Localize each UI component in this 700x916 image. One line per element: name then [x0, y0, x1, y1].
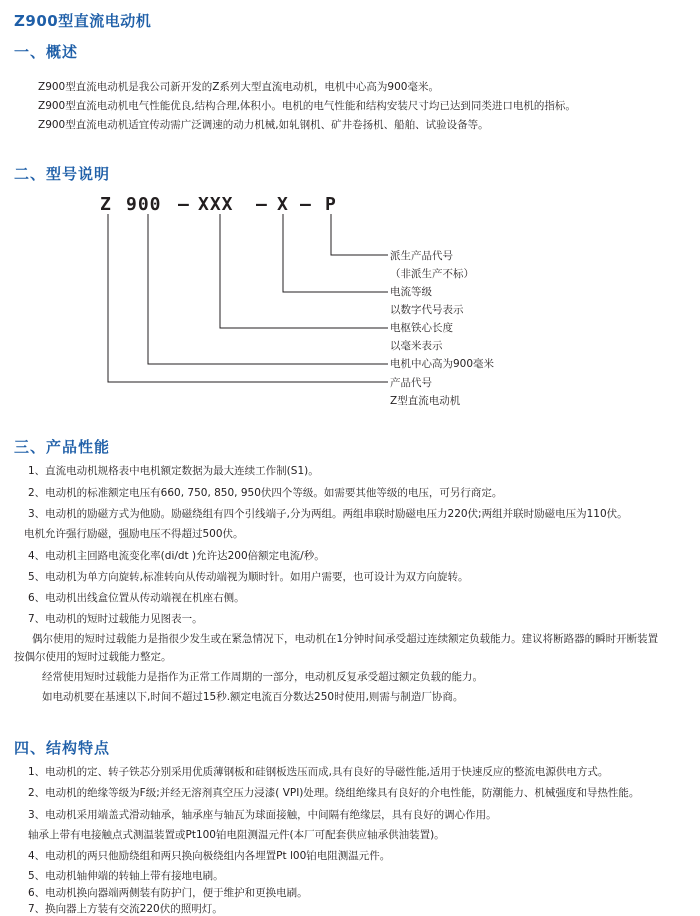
section-heading-performance: 三、产品性能: [14, 438, 111, 456]
performance-line: 1、直流电动机规格表中电机额定数据为最大连续工作制(S1)。: [28, 465, 319, 477]
structure-line: 6、电动机换向器端两侧装有防护门，便于维护和更换电刷。: [28, 887, 308, 899]
performance-line: 2、电动机的标准额定电压有660, 750, 850, 950伏四个等级。如需要其他等级的电压，可另行商定。: [28, 487, 503, 499]
model-code-dash: –: [300, 194, 312, 215]
structure-line: 5、电动机轴伸端的转轴上带有接地电刷。: [28, 870, 224, 882]
model-code-current: X: [277, 194, 289, 215]
overview-line: Z900型直流电动机适宜传动需广泛调速的动力机械,如轧钢机、矿井卷扬机、船舶、试验设备等。: [38, 119, 489, 131]
model-label: 以毫米表示: [390, 340, 443, 352]
overview-line: Z900型直流电动机是我公司新开发的Z系列大型直流电动机，电机中心高为900毫米。: [38, 81, 439, 93]
section-heading-model: 二、型号说明: [14, 165, 111, 183]
overview-line: Z900型直流电动机电气性能优良,结构合理,体积小。电机的电气性能和结构安装尺寸均已达到同类进口电机的指标。: [38, 100, 576, 112]
structure-line: 3、电动机采用端盖式滑动轴承，轴承座与轴瓦为球面接触，中间隔有绝缘层，具有良好的调心作用。: [28, 809, 497, 821]
model-label: 电枢铁心长度: [390, 322, 453, 334]
model-label: 以数字代号表示: [390, 304, 464, 316]
model-label: 产品代号: [390, 377, 432, 389]
performance-line: 如电动机要在基速以下,时间不超过15秒.额定电流百分数达250时使用,则需与制造厂协商。: [42, 691, 464, 703]
model-code-length: XXX: [198, 194, 234, 215]
structure-line: 4、电动机的两只他励绕组和两只换向极绕组内各埋置Pt l00铂电阻测温元件。: [28, 850, 391, 862]
structure-line: 1、电动机的定、转子铁芯分别采用优质薄钢板和硅钢板迭压而成,具有良好的导磁性能,适用于快速反应的整流电源供电方式。: [28, 766, 609, 778]
performance-line: 偶尔使用的短时过载能力是指很少发生或在紧急情况下，电动机在1分钟时间承受超过连续额定负载能力。建议将断路器的瞬时开断装置: [32, 633, 659, 645]
performance-line: 4、电动机主回路电流变化率(di/dt )允许达200倍额定电流/秒。: [28, 550, 325, 562]
model-code-dash: –: [256, 194, 268, 215]
performance-line: 电机允许强行励磁，强励电压不得超过500伏。: [24, 528, 244, 540]
structure-line: 2、电动机的绝缘等级为F级;并经无溶剂真空压力浸漆( VPI)处理。绕组绝缘具有良好的介电性能，防潮能力、机械强度和导热性能。: [28, 787, 640, 799]
section-heading-structure: 四、结构特点: [14, 739, 111, 757]
performance-line: 按偶尔使用的短时过载能力整定。: [14, 651, 172, 663]
structure-line: 7、换向器上方装有交流220伏的照明灯。: [28, 903, 223, 915]
performance-line: 经常使用短时过载能力是指作为正常工作周期的一部分，电动机反复承受超过额定负载的能力。: [42, 671, 483, 683]
model-code-height: 900: [126, 194, 162, 215]
performance-line: 5、电动机为单方向旋转,标准转向从传动端视为顺时针。如用户需要，也可设计为双方向旋转。: [28, 571, 469, 583]
model-label: 派生产品代号: [390, 250, 453, 262]
model-label: Z型直流电动机: [390, 395, 461, 407]
page-title: Z900型直流电动机: [14, 12, 152, 30]
performance-line: 6、电动机出线盒位置从传动端视在机座右侧。: [28, 592, 245, 604]
model-code-z: Z: [100, 194, 112, 215]
performance-line: 7、电动机的短时过载能力见图表一。: [28, 613, 203, 625]
model-label: 电机中心高为900毫米: [390, 358, 495, 370]
model-code-dash: –: [178, 194, 190, 215]
section-heading-overview: 一、概述: [14, 43, 79, 61]
performance-line: 3、电动机的励磁方式为他励。励磁绕组有四个引线端子,分为两组。两组串联时励磁电压力220伏;两组并联时励磁电压为110伏。: [28, 508, 628, 520]
model-label: （非派生产不标）: [390, 268, 474, 280]
structure-line: 轴承上带有电接触点式测温装置或Pt100铂电阻测温元件(本厂可配套供应轴承供油装置)。: [28, 829, 445, 841]
model-label: 电流等级: [390, 286, 432, 298]
model-code-derived: P: [325, 194, 337, 215]
